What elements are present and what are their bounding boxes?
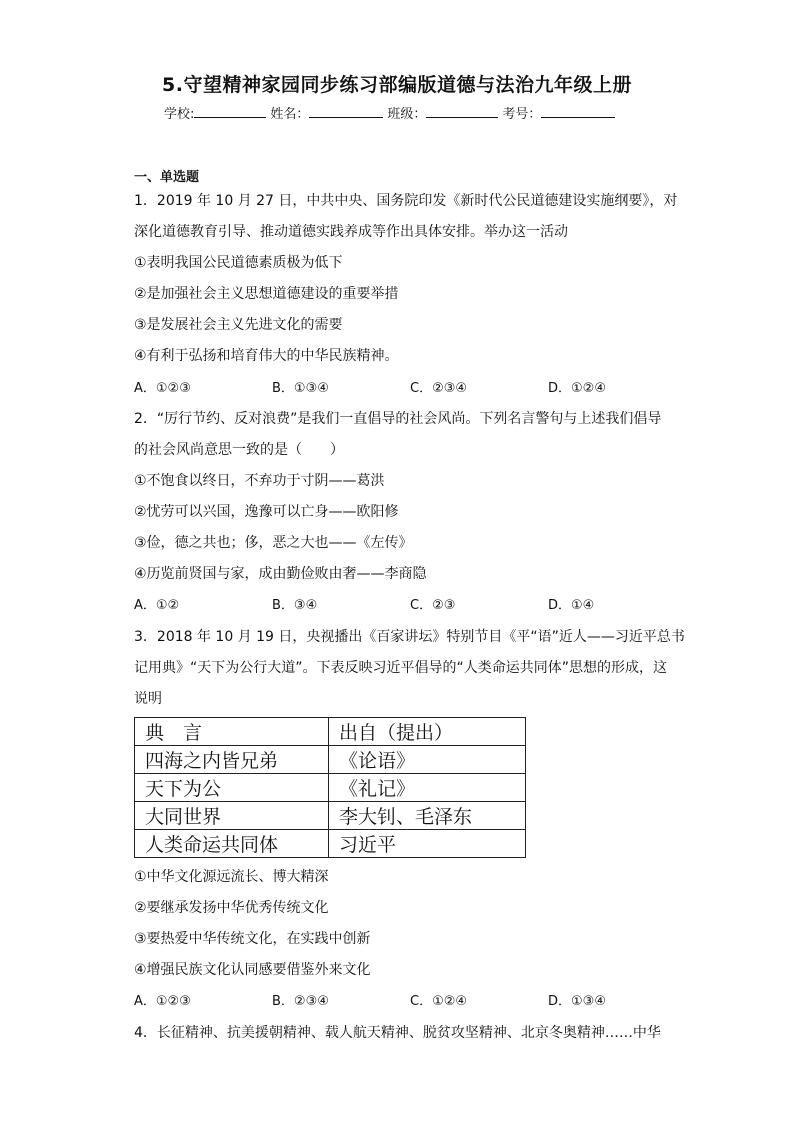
allusion-table [134,717,526,858]
q2-statement-1: ①不饱食以终日，不弃功于寸阴——葛洪 [134,473,385,489]
document-title: 5.守望精神家园同步练习部编版道德与法治九年级上册 [162,74,632,96]
q3-option-c[interactable]: C．①②④ [410,994,468,1009]
q3-stem-line3: 说明 [134,691,162,707]
q2-option-b[interactable]: B．③④ [272,598,318,613]
name-label: 姓名： [270,107,310,122]
q3-option-d[interactable]: D．①③④ [548,994,606,1009]
table-cell: 天下为公 [135,774,329,802]
q2-option-a[interactable]: A．①② [134,598,180,613]
q1-option-d[interactable]: D．①②④ [548,381,606,396]
q3-stem-line2: 记用典》“天下为公行大道”。下表反映习近平倡导的“人类命运共同体”思想的形成，这 [134,660,668,676]
section-heading: 一、单选题 [134,170,200,185]
table-cell: 《礼记》 [329,774,526,802]
table-cell: 出自（提出） [329,718,526,746]
q2-statement-2: ②忧劳可以兴国，逸豫可以亡身——欧阳修 [134,504,399,520]
table-row [135,802,526,830]
table-cell: 典 言 [135,718,329,746]
q3-option-a[interactable]: A．①②③ [134,994,191,1009]
table-cell: 李大钊、毛泽东 [329,802,526,830]
q1-option-c[interactable]: C．②③④ [410,381,468,396]
student-info-line [164,103,619,122]
table-row [135,830,526,858]
table-cell: 四海之内皆兄弟 [135,746,329,774]
q1-stem-line2: 深化道德教育引导、推动道德实践养成等作出具体安排。举办这一活动 [134,224,568,240]
q2-option-d[interactable]: D．①④ [548,598,595,613]
q3-statement-1: ①中华文化源远流长、博大精深 [134,869,329,885]
q4-stem-line1: 4．长征精神、抗美援朝精神、载人航天精神、脱贫攻坚精神、北京冬奥精神……中华 [134,1025,661,1041]
class-blank[interactable] [426,105,498,118]
table-cell: 大同世界 [135,802,329,830]
q3-statement-4: ④增强民族文化认同感要借鉴外来文化 [134,962,371,978]
school-label: 学校: [164,107,195,122]
q2-stem-line2: 的社会风尚意思一致的是（ ） [134,442,344,458]
table-cell: 《论语》 [329,746,526,774]
q3-stem-line1: 3．2018 年 10 月 19 日，央视播出《百家讲坛》特别节目《平“语”近人——习近平总书 [134,629,685,645]
q1-statement-1: ①表明我国公民道德素质极为低下 [134,255,343,271]
q3-option-b[interactable]: B．②③④ [272,994,329,1009]
q1-stem-line1: 1．2019 年 10 月 27 日，中共中央、国务院印发《新时代公民道德建设实施纲要》，对 [134,193,678,209]
q1-statement-4: ④有利于弘扬和培育伟大的中华民族精神。 [134,348,399,364]
q1-option-b[interactable]: B．①③④ [272,381,329,396]
q2-statement-3: ③俭，德之共也；侈，恶之大也——《左传》 [134,535,413,551]
q2-option-c[interactable]: C．②③ [410,598,456,613]
q3-statement-2: ②要继承发扬中华优秀传统文化 [134,900,329,916]
q1-statement-3: ③是发展社会主义先进文化的需要 [134,317,343,333]
q1-option-a[interactable]: A．①②③ [134,381,191,396]
table-cell: 习近平 [329,830,526,858]
q3-statement-3: ③要热爱中华传统文化，在实践中创新 [134,931,371,947]
number-blank[interactable] [541,105,615,118]
table-row [135,774,526,802]
number-label: 考号： [502,107,542,122]
name-blank[interactable] [309,105,383,118]
class-label: 班级： [387,107,427,122]
table-row [135,718,526,746]
q2-stem-line1: 2．“厉行节约、反对浪费”是我们一直倡导的社会风尚。下列名言警句与上述我们倡导 [134,411,662,427]
school-blank[interactable] [194,105,266,118]
table-row [135,746,526,774]
table-cell: 人类命运共同体 [135,830,329,858]
q2-statement-4: ④历览前贤国与家，成由勤俭败由奢——李商隐 [134,566,427,582]
q1-statement-2: ②是加强社会主义思想道德建设的重要举措 [134,286,399,302]
